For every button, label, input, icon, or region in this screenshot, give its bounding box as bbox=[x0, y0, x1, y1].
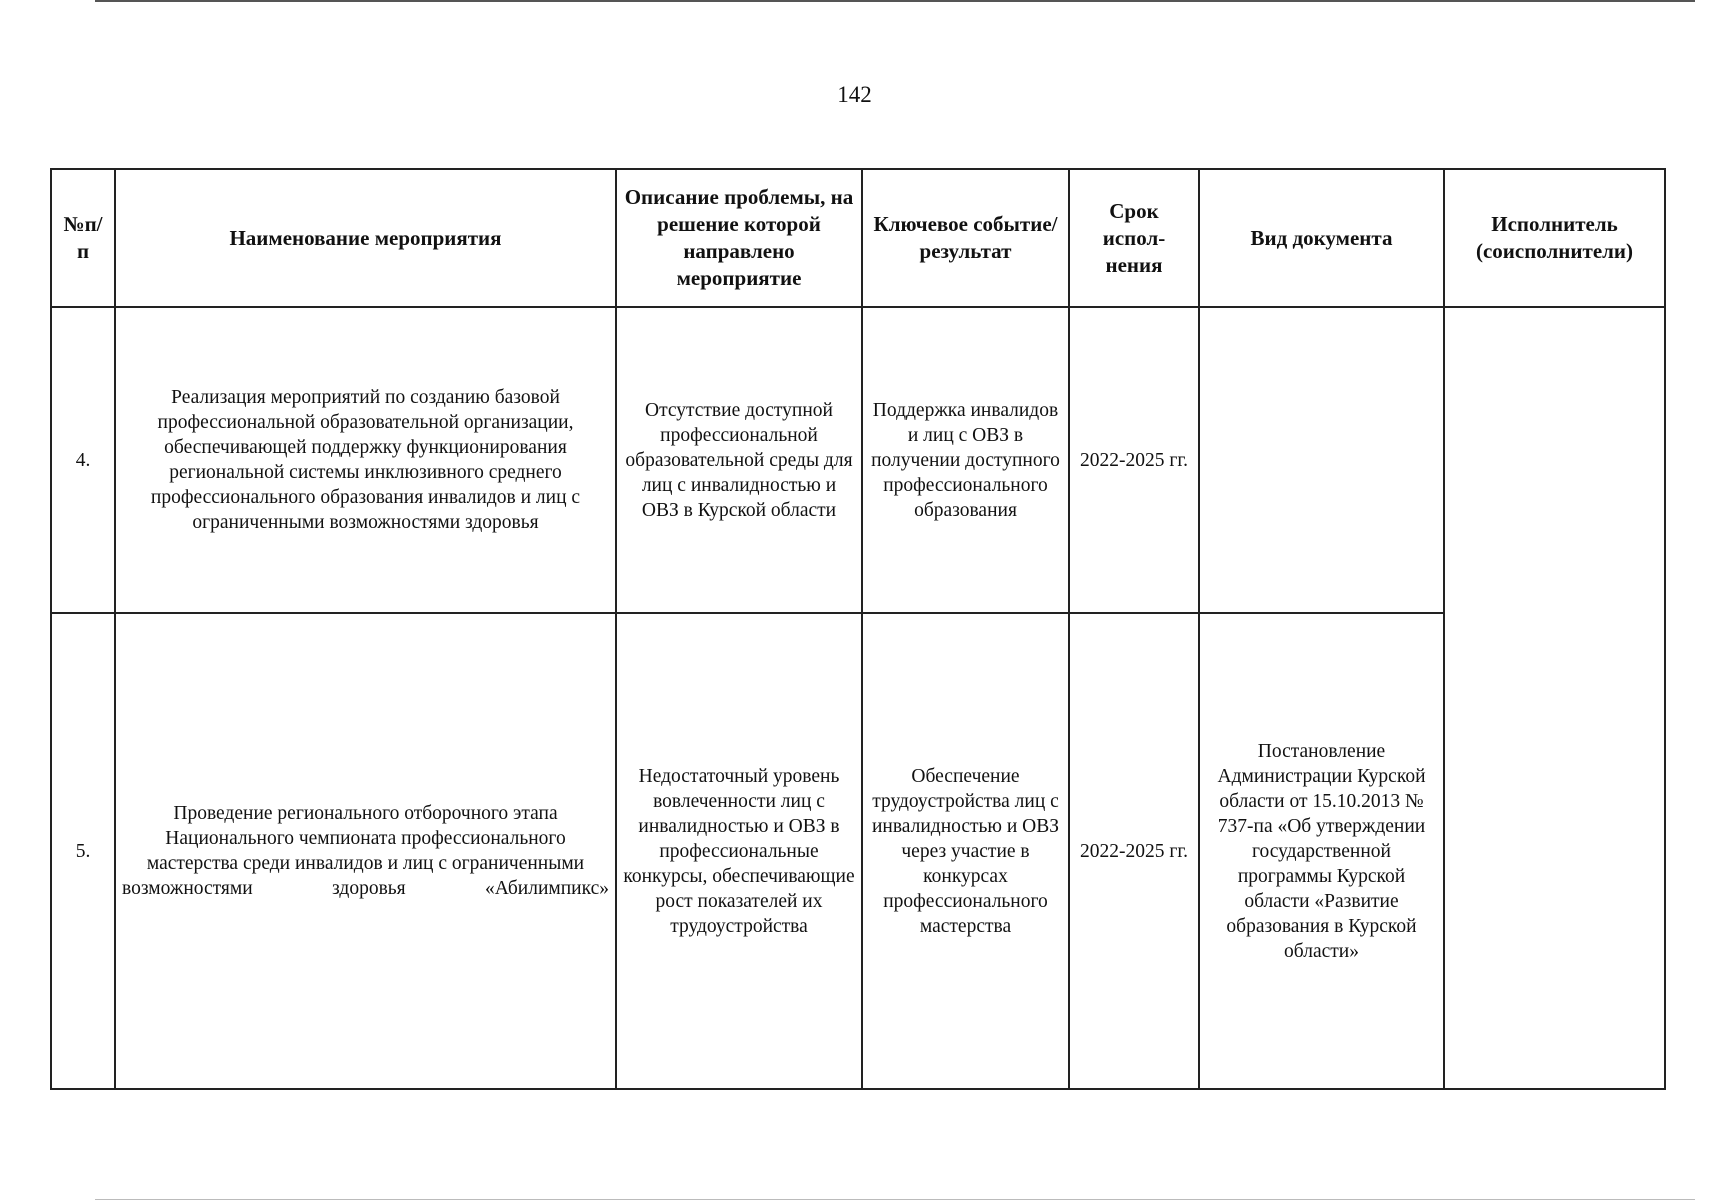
row-num: 5. bbox=[51, 613, 115, 1089]
header-problem: Описание проблемы, на решение которой направлено мероприятие bbox=[616, 169, 862, 307]
row-problem: Недостаточный уровень вовлеченности лиц с инвалидностью и ОВЗ в профессиональные конкурсы, обеспечивающие рост показателей их трудоустройства bbox=[616, 613, 862, 1089]
row-doc bbox=[1199, 307, 1444, 613]
header-executor: Исполнитель (соисполнители) bbox=[1444, 169, 1665, 307]
header-name: Наименование мероприятия bbox=[115, 169, 616, 307]
header-doc: Вид документа bbox=[1199, 169, 1444, 307]
row-doc: Постановление Администрации Курской области от 15.10.2013 № 737-па «Об утверждении государственной программы Курской области «Развитие образования в Курской области» bbox=[1199, 613, 1444, 1089]
top-rule bbox=[95, 0, 1695, 2]
header-num: №п/п bbox=[51, 169, 115, 307]
row-event: Обеспечение трудоустройства лиц с инвалидностью и ОВЗ через участие в конкурсах профессионального мастерства bbox=[862, 613, 1069, 1089]
row-term: 2022-2025 гг. bbox=[1069, 613, 1199, 1089]
row-problem: Отсутствие доступной профессиональной образовательной среды для лиц с инвалидностью и ОВЗ в Курской области bbox=[616, 307, 862, 613]
row-num: 4. bbox=[51, 307, 115, 613]
row-event: Поддержка инвалидов и лиц с ОВЗ в получении доступного профессионального образования bbox=[862, 307, 1069, 613]
header-term: Срок испол-нения bbox=[1069, 169, 1199, 307]
row-activity-name: Проведение регионального отборочного этапа Национального чемпионата профессионального мастерства среди инвалидов и лиц с ограниченными возможностями здоровья «Абилимпикс» bbox=[115, 613, 616, 1089]
header-event: Ключевое событие/ результат bbox=[862, 169, 1069, 307]
table-row bbox=[51, 307, 1665, 613]
table-row bbox=[51, 613, 1665, 1089]
activities-table bbox=[50, 168, 1666, 1090]
page-number: 142 bbox=[837, 82, 872, 107]
row-activity-name: Реализация мероприятий по созданию базовой профессиональной образовательной организации, обеспечивающей поддержку функционирования региональной системы инклюзивного среднего профессионального образования инвалидов и лиц с ограниченными возможностями здоровья bbox=[115, 307, 616, 613]
table-header-row bbox=[51, 169, 1665, 307]
row-term: 2022-2025 гг. bbox=[1069, 307, 1199, 613]
row-executor bbox=[1444, 307, 1665, 1089]
